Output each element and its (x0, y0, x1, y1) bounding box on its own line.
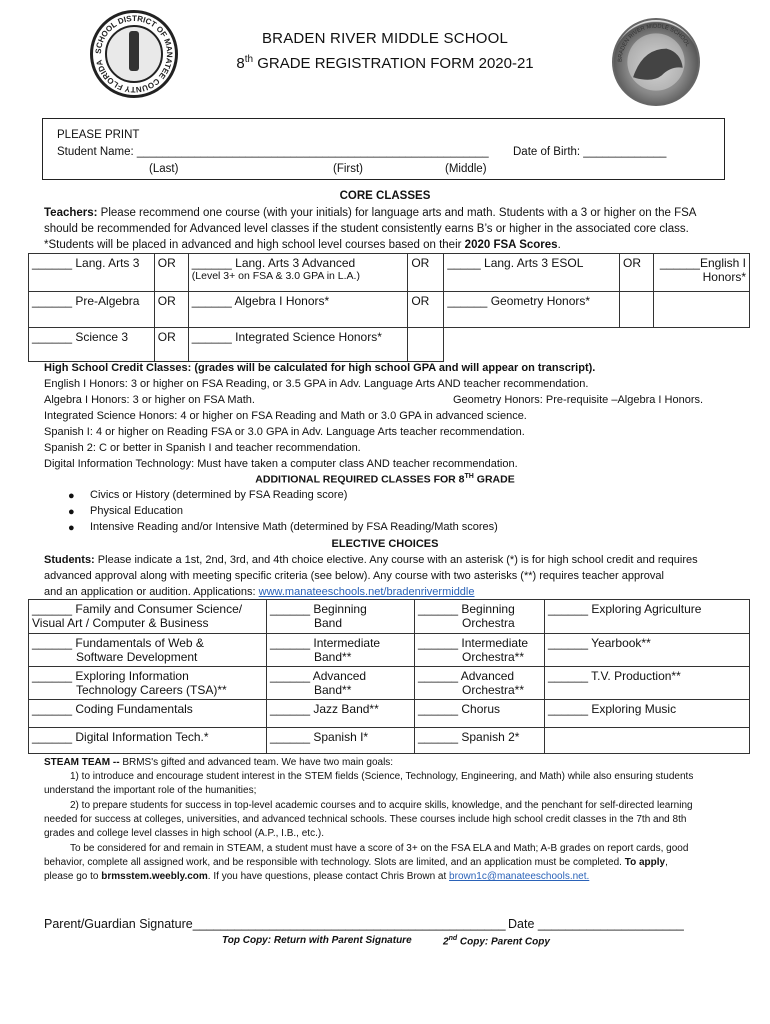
elective-beginning-orchestra[interactable]: ______ Beginning Orchestra (415, 600, 545, 634)
elective-exploring-music[interactable]: ______ Exploring Music (545, 700, 750, 728)
teachers-instruction-2: should be recommended for Advanced level classes if the student consistently earns B’s or higher in the associated core class. (44, 223, 689, 235)
steam-goal-1-cont: understand the important role of the humanities; (44, 785, 257, 796)
option-lang-arts-3-esol[interactable]: _____ Lang. Arts 3 ESOL (444, 254, 620, 292)
elective-exploring-agriculture[interactable]: ______ Exploring Agriculture (545, 600, 750, 634)
bullet-icon: ● (68, 506, 75, 518)
elective-intermediate-band[interactable]: ______ Intermediate Band** (267, 634, 415, 667)
steam-contact: please go to brmsstem.weebly.com. If you have questions, please contact Chris Brown at brown1c@manateeschools.net. (44, 871, 590, 882)
steam-goal-2-cont: needed for success at colleges, universities, and advanced technical schools. These courses include high school credit classes in the 7th and 8th (44, 814, 687, 825)
hs-credit-line: Digital Information Technology: Must have taken a computer class AND teacher recommendation. (44, 458, 518, 470)
option-integrated-science-honors[interactable]: ______ Integrated Science Honors* (188, 328, 408, 362)
or-label: OR (154, 292, 188, 328)
elective-exploring-it-careers[interactable]: ______ Exploring Information Technology Careers (TSA)** (29, 667, 267, 700)
elective-spanish-2[interactable]: ______ Spanish 2* (415, 728, 545, 754)
steam-website-link[interactable]: brmsstem.weebly.com (101, 871, 208, 882)
elective-row (29, 634, 750, 667)
steam-requirements: To be considered for and remain in STEAM, a student must have a score of 3+ on the FSA ELA and Math; A-B grades on report cards, good (70, 843, 689, 854)
middle-label: (Middle) (445, 163, 487, 175)
empty-cell (444, 328, 620, 362)
parent-signature-field[interactable]: Parent/Guardian Signature_____________________________________________ (44, 917, 506, 931)
mascot-text: BRADEN RIVER MIDDLE SCHOOL (617, 23, 691, 63)
core-classes-heading: CORE CLASSES (339, 190, 431, 202)
empty-cell (545, 728, 750, 754)
elective-advanced-orchestra[interactable]: ______ Advanced Orchestra** (415, 667, 545, 700)
first-label: (First) (333, 163, 364, 175)
steam-goal-1: 1) to introduce and encourage student interest in the STEM fields (Science, Technology, Engineering, and Math) while also ensuring students (70, 771, 694, 782)
geometry-requirement: Geometry Honors: Pre-requisite –Algebra I Honors. (453, 394, 704, 406)
date-of-birth-field[interactable]: Date of Birth: _____________ (513, 146, 667, 158)
steam-goal-2-cont: grades and college level classes in high school (A.P., I.B., etc.). (44, 828, 324, 839)
elective-row (29, 700, 750, 728)
empty-cell (620, 292, 654, 328)
required-class-item: Civics or History (determined by FSA Reading score) (90, 489, 348, 501)
contact-email-link[interactable]: brown1c@manateeschools.net. (449, 871, 590, 882)
elective-coding-fundamentals[interactable]: ______ Coding Fundamentals (29, 700, 267, 728)
hs-credit-line: Algebra I Honors: 3 or higher on FSA Math. (44, 394, 255, 406)
option-geometry-honors[interactable]: ______ Geometry Honors* (444, 292, 620, 328)
steam-goal-2: 2) to prepare students for success in top-level academic courses and to acquire skills, knowledge, and the penchant for self-directed learning (70, 800, 693, 811)
required-class-item: Physical Education (90, 505, 183, 517)
elective-row (29, 600, 750, 634)
core-row-language-arts (29, 254, 750, 292)
second-copy-note: 2nd Copy: Parent Copy (443, 935, 550, 948)
empty-cell (653, 328, 749, 362)
elective-yearbook[interactable]: ______ Yearbook** (545, 634, 750, 667)
or-label: OR (408, 292, 444, 328)
school-name: BRADEN RIVER MIDDLE SCHOOL (261, 30, 509, 47)
elective-beginning-band[interactable]: ______ Beginning Band (267, 600, 415, 634)
or-label: OR (620, 254, 654, 292)
option-algebra-1-honors[interactable]: ______ Algebra I Honors* (188, 292, 408, 328)
students-instruction-2: advanced approval along with meeting specific criteria (see below). Any course with two asterisks (**) requires teacher approval (44, 570, 664, 582)
steam-requirements-cont: behavior, complete all assigned work, and be responsible with technology. Slots are limited, and an application must be completed. To apply, (44, 857, 668, 868)
empty-cell (620, 328, 654, 362)
student-info-box (42, 118, 725, 180)
option-lang-arts-3[interactable]: ______ Lang. Arts 3 (29, 254, 155, 292)
hs-credit-line: Spanish 2: C or better in Spanish I and teacher recommendation. (44, 442, 361, 454)
hs-credit-line: Integrated Science Honors: 4 or higher on FSA Reading and Math or 3.0 GPA in advanced science. (44, 410, 527, 422)
top-copy-note: Top Copy: Return with Parent Signature (222, 935, 412, 946)
signature-date-field[interactable]: Date _____________________ (508, 917, 684, 931)
core-classes-table (28, 253, 750, 362)
mascot-ring (614, 20, 698, 104)
bullet-icon: ● (68, 522, 75, 534)
elective-tv-production[interactable]: ______ T.V. Production** (545, 667, 750, 700)
elective-advanced-band[interactable]: ______ Advanced Band** (267, 667, 415, 700)
elective-intermediate-orchestra[interactable]: ______ Intermediate Orchestra** (415, 634, 545, 667)
steam-intro: STEAM TEAM -- BRMS's gifted and advanced team. We have two main goals: (44, 757, 394, 768)
elective-choices-heading: ELECTIVE CHOICES (331, 538, 439, 550)
or-label: OR (154, 328, 188, 362)
elective-spanish-1[interactable]: ______ Spanish I* (267, 728, 415, 754)
core-row-science (29, 328, 750, 362)
core-row-math (29, 292, 750, 328)
teachers-instruction-3: *Students will be placed in advanced and high school level courses based on their 2020 FSA Scores. (44, 239, 561, 251)
required-class-item: Intensive Reading and/or Intensive Math (determined by FSA Reading/Math scores) (90, 521, 498, 533)
hs-credit-line: Spanish I: 4 or higher on Reading FSA or 3.0 GPA in Adv. Language Arts teacher recommendation. (44, 426, 525, 438)
option-science-3[interactable]: ______ Science 3 (29, 328, 155, 362)
last-label: (Last) (149, 163, 179, 175)
option-pre-algebra[interactable]: ______ Pre-Algebra (29, 292, 155, 328)
elective-digital-information-tech[interactable]: ______ Digital Information Tech.* (29, 728, 267, 754)
student-name-field[interactable]: Student Name: _______________________________________________________ (57, 146, 489, 158)
teachers-instruction-1: Teachers: Please recommend one course (with your initials) for language arts and math. Students with a 3 or higher on the FSA (44, 207, 697, 219)
option-lang-arts-3-advanced[interactable]: ______ Lang. Arts 3 Advanced (Level 3+ on FSA & 3.0 GPA in L.A.) (188, 254, 408, 292)
seal-text: SCHOOL DISTRICT OF MANATEE COUNTY FLORIDA (93, 13, 175, 95)
students-instruction-1: Students: Please indicate a 1st, 2nd, 3rd, and 4th choice elective. Any course with an asterisk (*) is for high school credit and requires (44, 554, 698, 566)
option-english-1-honors[interactable]: ______English I Honors* (653, 254, 749, 292)
school-mascot-logo (612, 18, 700, 106)
hs-credit-heading: High School Credit Classes: (grades will be calculated for high school GPA and will appear on transcript). (44, 362, 596, 374)
elective-jazz-band[interactable]: ______ Jazz Band** (267, 700, 415, 728)
empty-cell (653, 292, 749, 328)
elective-row (29, 728, 750, 754)
elective-family-consumer-science[interactable]: ______ Family and Consumer Science/ Visual Art / Computer & Business (29, 600, 267, 634)
elective-fundamentals-web[interactable]: ______ Fundamentals of Web & Software Development (29, 634, 267, 667)
or-label: OR (154, 254, 188, 292)
additional-classes-heading: ADDITIONAL REQUIRED CLASSES FOR 8TH GRADE (255, 473, 515, 486)
applications-link[interactable]: www.manateeschools.net/bradenrivermiddle (258, 586, 475, 598)
elective-row (29, 667, 750, 700)
hs-credit-line: English I Honors: 3 or higher on FSA Reading, or 3.5 GPA in Adv. Language Arts AND teacher recommendation. (44, 378, 589, 390)
please-print: PLEASE PRINT (57, 129, 140, 141)
elective-table (28, 599, 750, 754)
empty-cell (408, 328, 444, 362)
elective-chorus[interactable]: ______ Chorus (415, 700, 545, 728)
bullet-icon: ● (68, 490, 75, 502)
students-instruction-3: and an application or audition. Applications: www.manateeschools.net/bradenrivermiddle (44, 586, 475, 598)
form-title: 8th GRADE REGISTRATION FORM 2020-21 (236, 54, 534, 72)
or-label: OR (408, 254, 444, 292)
